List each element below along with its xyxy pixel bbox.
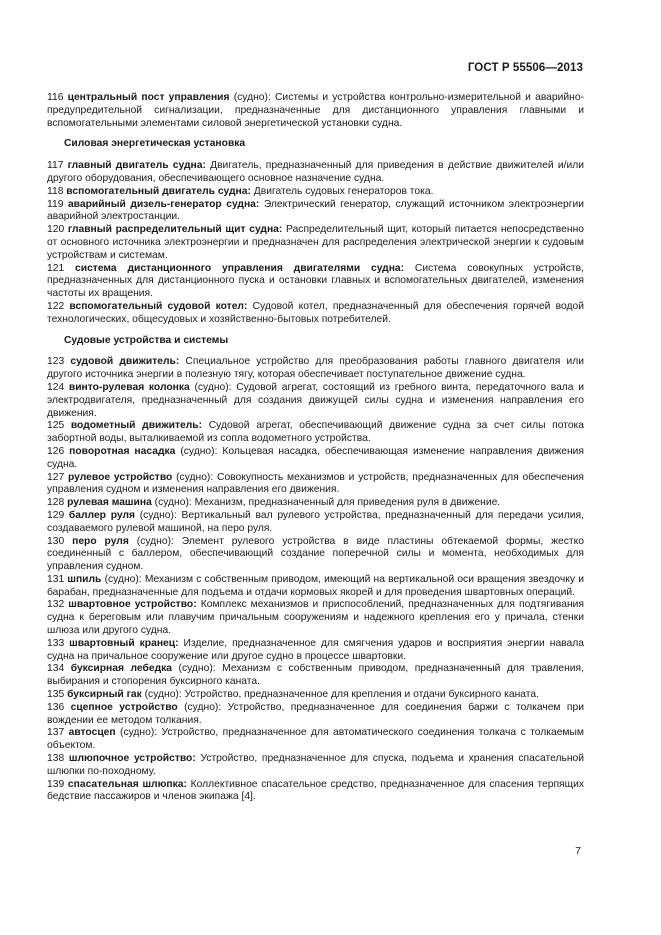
term-name: сцепное устройство [70, 701, 178, 713]
term-definition: Распределительный щит, который питается непосредственно от основного источника электроэнергии и предназначен для распределения электрической энергии к судовым устройствам и системам. [47, 224, 584, 261]
term-entry [47, 224, 584, 262]
term-definition: (судно): Устройство, предназначенное для соединения баржи с толкачем при вождении ее методом толкания. [47, 701, 584, 726]
term-number: 134 [47, 663, 65, 675]
term-name: буксирная лебедка [70, 663, 173, 675]
term-definition: Изделие, предназначенное для смягчения ударов и восприятия энергии навала судна на причальное сооружение или другое судно в процессе швартовки. [47, 637, 585, 662]
term-number: 135 [47, 689, 65, 701]
page-number: 7 [575, 846, 581, 857]
term-number: 117 [47, 160, 64, 172]
term-entry [47, 510, 584, 536]
term-entry [47, 92, 584, 130]
term-name: перо руля [72, 535, 129, 547]
term-entry [47, 382, 584, 420]
term-name: главный двигатель судна: [67, 160, 206, 172]
document-body [47, 92, 584, 804]
term-definition: (судно): Системы и устройства контрольно-измерительной и аварийно-предупредительной сигнализации, предназначенные для дистанционного управления главными и вспомогательными элементами силовой энергетической установки судна. [47, 92, 584, 129]
term-definition: Электрический генератор, служащий источником электроэнергии аварийной электростанции. [47, 198, 584, 223]
term-entry [47, 446, 584, 472]
term-number: 130 [47, 535, 65, 547]
term-entry [47, 301, 584, 327]
term-definition: Судовой агрегат, обеспечивающий движение судна за счет силы потока забортной воды, выталкиваемой из сопла водометного устройства. [47, 420, 584, 445]
term-name: аварийный дизель-генератор судна: [67, 198, 260, 210]
term-number: 116 [47, 92, 64, 103]
term-definition: Двигатель судовых генераторов тока. [250, 185, 434, 197]
term-definition: Судовой котел, предназначенный для обеспечения горячей водой технологических, общесудовых и хозяйственно-бытовых потребителей. [47, 300, 584, 325]
term-number: 122 [47, 300, 65, 312]
term-number: 133 [47, 637, 65, 649]
term-name: поворотная насадка [69, 445, 176, 457]
section-heading: Силовая энергетическая установка [64, 138, 246, 150]
term-number: 128 [47, 497, 65, 509]
term-definition: (судно): Механизм, предназначенный для приведения руля в движение. [151, 497, 501, 509]
term-name: рулевое устройство [68, 471, 173, 483]
term-entry [47, 199, 584, 225]
term-entry [47, 420, 584, 446]
term-entry [47, 186, 584, 199]
term-entry [47, 497, 584, 510]
term-number: 139 [47, 778, 65, 790]
term-name: центральный пост управления [67, 92, 230, 103]
term-definition: Двигатель, предназначенный для приведения в действие движителей и/или другого оборудования, обеспечивающего основное назначение судна. [47, 160, 584, 184]
term-number: 119 [47, 198, 64, 210]
term-entry [47, 160, 584, 186]
term-definition: (судно): Механизм с собственным приводом, предназначенный для травления, выбирания и стопорения буксирного каната. [47, 663, 584, 688]
term-number: 121 [47, 262, 65, 274]
term-entry [47, 689, 584, 702]
term-name: буксирный гак [67, 689, 142, 701]
term-number: 138 [47, 753, 65, 765]
term-entry [47, 702, 584, 728]
term-name: винто-рулевая колонка [68, 381, 190, 393]
term-number: 123 [47, 356, 65, 368]
term-definition: (судно): Устройство, предназначенное для автоматического соединения толкача с толкаемым объектом. [47, 727, 584, 752]
term-definition: (судно): Судовой агрегат, состоящий из гребного винта, передаточного вала и электродвигателя, предназначенный для создания движущей силы судна и изменения направления его движения. [47, 381, 584, 419]
term-definition: Устройство, предназначенное для спуска, подъема и хранения спасательной шлюпки по-походному. [47, 753, 584, 777]
term-entry [47, 263, 584, 301]
term-name: рулевая машина [67, 497, 152, 509]
term-name: швартовное устройство: [68, 599, 197, 611]
term-name: система дистанционного управления двигателями судна: [75, 262, 405, 274]
section-heading: Судовые устройства и системы [64, 334, 229, 346]
term-number: 125 [47, 420, 65, 432]
term-number: 124 [47, 381, 65, 393]
term-name: спасательная шлюпка: [67, 778, 187, 790]
standard-header: ГОСТ Р 55506—2013 [467, 62, 583, 74]
term-definition: Система совокупных устройств, предназначенных для дистанционного пуска и остановки главных и вспомогательных двигателей, изменения частоты их вращения. [47, 262, 584, 300]
term-definition: Коллективное спасательное средство, предназначенное для спасения терпящих бедствие пассажиров и членов экипажа [4]. [47, 778, 584, 803]
term-name: шпиль [67, 573, 102, 585]
term-number: 132 [47, 599, 65, 611]
term-number: 137 [47, 727, 65, 739]
term-definition: (судно): Вертикальный вал рулевого устройства, предназначенный для передачи усилия, создаваемого рулевой машиной, на перо руля. [47, 509, 584, 534]
term-name: баллер руля [68, 509, 135, 521]
term-name: швартовный кранец: [69, 637, 179, 649]
term-name: водометный движитель: [70, 420, 203, 432]
term-number: 129 [47, 509, 65, 521]
term-definition: (судно): Совокупность механизмов и устройств, предназначенных для обеспечения управления судном и изменения направления его движения. [47, 471, 584, 496]
term-name: вспомогательный двигатель судна: [66, 185, 251, 197]
term-name: шлюпочное устройство: [68, 753, 196, 765]
term-number: 131 [47, 573, 65, 585]
term-number: 126 [47, 445, 65, 457]
term-definition: (судно): Кольцевая насадка, обеспечивающая изменение направления движения судна. [47, 445, 584, 470]
term-entry [47, 753, 584, 779]
term-number: 120 [47, 224, 65, 236]
term-definition: (судно): Механизм с собственным приводом, имеющий на вертикальной оси вращения звездочку и барабан, предназначенные для подъема и отдачи кормовых якорей и для проведения швартовных операций. [47, 573, 584, 598]
term-name: главный распределительный щит судна: [67, 224, 283, 236]
term-definition: (судно): Элемент рулевого устройства в виде пластины обтекаемой формы, жестко соединенный с баллером, обеспечивающий создание поперечной силы и момента, необходимых для управления судном. [47, 535, 584, 573]
term-entry [47, 574, 584, 600]
term-entry [47, 638, 584, 664]
term-entry [47, 779, 584, 805]
term-definition: (судно): Устройство, предназначенное для крепления и отдачи буксирного каната. [141, 689, 539, 701]
term-definition: Комплекс механизмов и приспособлений, предназначенных для подтягивания судна к береговым или плавучим причальным сооружениям и надежного крепления его у причала, стенки шлюза или другого судна. [47, 599, 584, 637]
term-name: вспомогательный судовой котел: [69, 300, 248, 312]
term-number: 118 [47, 185, 64, 197]
term-entry [47, 472, 584, 498]
term-entry [47, 599, 584, 637]
term-number: 136 [47, 701, 65, 713]
term-definition: Специальное устройство для преобразования работы главного двигателя или другого источника энергии в полезную тягу, которая обеспечивает поступательное движение судна. [47, 356, 584, 381]
term-entry [47, 663, 584, 689]
term-name: автосцеп [68, 727, 116, 739]
term-entry [47, 356, 584, 382]
term-name: судовой движитель: [70, 356, 180, 368]
term-entry [47, 536, 584, 574]
term-entry [47, 727, 584, 753]
term-number: 127 [47, 471, 65, 483]
